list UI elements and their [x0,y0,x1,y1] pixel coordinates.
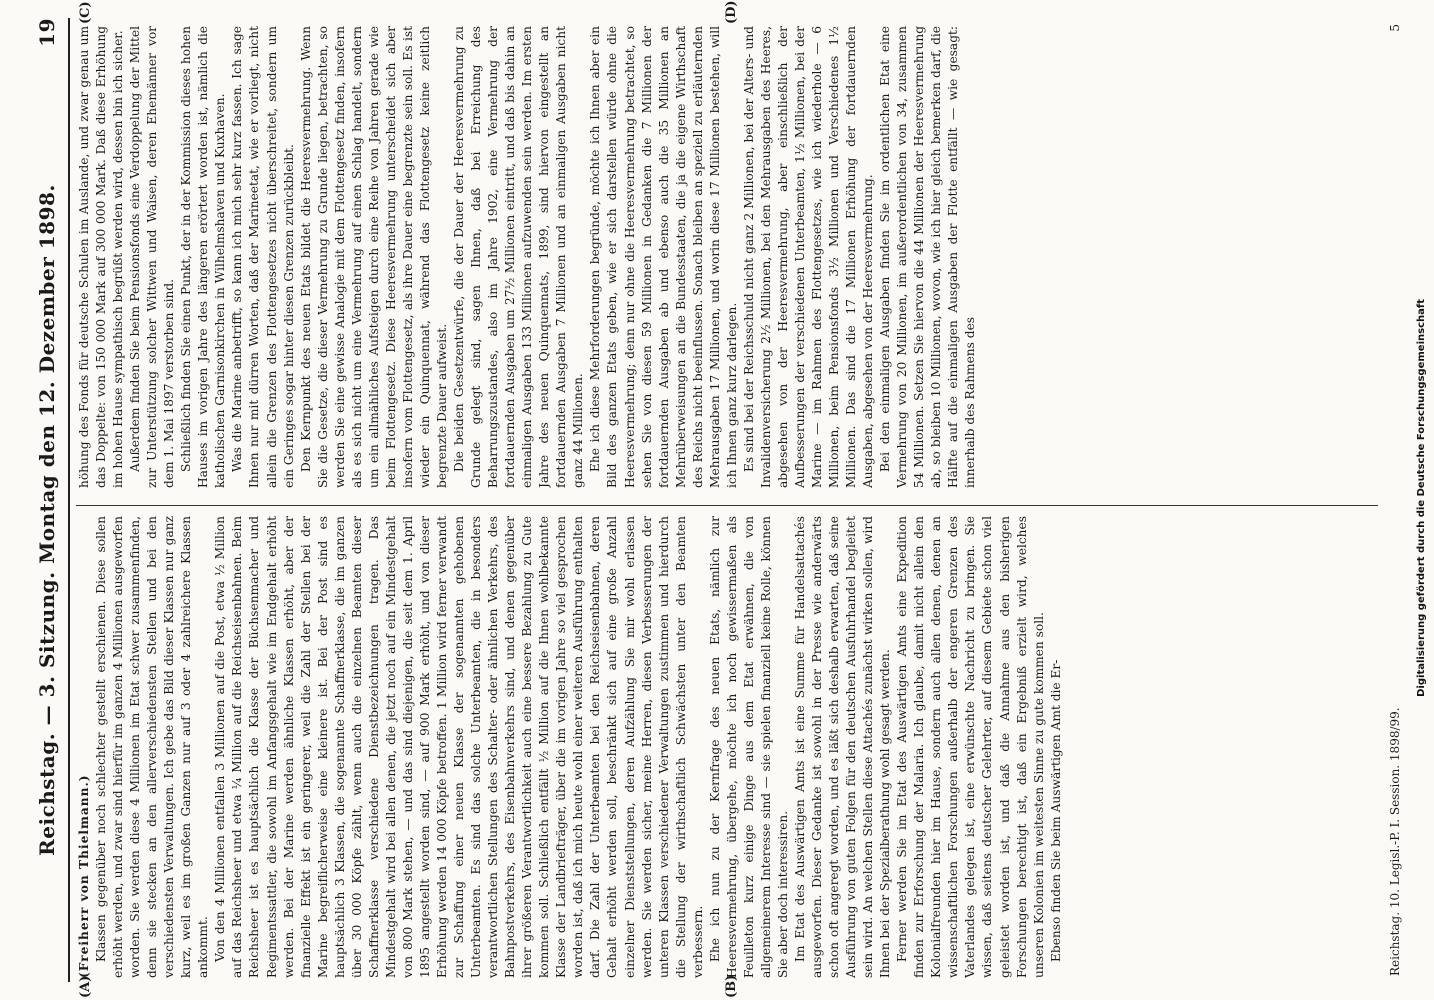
rotated-page-content [24,0,1408,1000]
margin-marker-d: (D) [724,0,739,24]
paragraph: Ehe ich diese Mehrforderungen begründe, möchte ich Ihnen aber ein Bild des ganzen Etats geben, wie er sich darstellen würde ohne die Heeresvermehrung; denn nur ohne die Heeresvermehrung betrachtet, so sehen Sie von diesen 59 Millionen in Gedanken die 7 Millionen der fortdauernden Ausgaben ab und ebenso auch die 35 Millionen an Mehrüberweisungen an die Bundesstaaten, die ja die eigene Wirthschaft des Reichs nicht beeinflussen. Sonach bleiben an speziell zu erläuternden Mehrausgaben 17 Millionen, und worin diese 17 Millionen bestehen, will ich Ihnen ganz kurz darlegen. [588,26,739,488]
paragraph: Es sind bei der Reichsschuld nicht ganz 2 Millionen, bei der Alters- und Invalidenversicherung 2½ Millionen, bei den Mehrausgaben des Heeres, abgesehen von der Heeresvermehrung, aber einschließlich der Aufbesserungen der verschiedenen Unterbeamten, 1½ Millionen, bei der Marine — im Rahmen des Flottengesetzes, wie ich wiederhole — 6 Millionen, beim Pensionsfonds 3½ Millionen und Verschiedenes 1½ Millionen. Das sind die 17 Millionen Erhöhung der fortdauernden Ausgaben, abgesehen von der Heeresvermehrung. [741,26,876,488]
margin-marker-c: (C) [78,1,93,24]
left-column [76,516,1380,978]
right-column [76,26,1380,488]
margin-marker-b: (B) [724,974,739,998]
footer-left: Reichstag. 10. Legisl.-P. I. Session. 1898/99. [1388,707,1402,976]
paragraph: Klassen gegenüber noch schlechter gestellt erschienen. Diese sollen erhöht werden, und zwar sind hierfür im ganzen 4 Millionen ausgeworfen worden. Sie werden diese 4 Millionen im Etat schwer zusammenfinden, denn sie stecken an den allerverschiedensten Stellen und bei den verschiedensten Verwaltungen. Ich gebe das Bild dieser Klassen nur ganz kurz, weil es im großen Ganzen nur auf 3 oder 4 zahlreichere Klassen ankommt. [94,516,211,978]
footer-right: 5 [1388,24,1402,32]
paragraph: Bei den einmaligen Ausgaben finden Sie im ordentlichen Etat eine Vermehrung von 20 Millionen, im außerordentlichen von 34, zusammen 54 Millionen. Setzen Sie hiervon die 44 Millionen der Heeresvermehrung ab, so bleiben 10 Millionen, wovon, wie ich hier gleich bemerken darf, die Hälfte auf die einmaligen Ausgaben der Flotte entfällt — wie gesagt: innerhalb des Rahmens des [878,26,978,488]
paragraph: Ehe ich nun zu der Kernfrage des neuen Etats, nämlich zur Heeresvermehrung, übergehe, möchte ich noch gewissermaßen als Feuilleton kurz einige Dinge aus dem Etat erwähnen, die von allgemeinerem Interesse sind — sie spielen finanziell keine Rolle, können Sie aber doch interessiren. [707,516,790,978]
page-footer [1388,24,1402,976]
digitization-credit [1412,8,1430,988]
speaker-name: (Freiherr von Thielmann.) [77,774,91,978]
margin-marker-a: (A) [78,975,93,998]
paragraph: höhung des Fonds für deutsche Schulen im Auslande, und zwar genau um das Doppelte: von 150 000 Mark auf 300 000 Mark. Daß diese Erhöhung im hohen Hause sympathisch begrüßt werden wird, dessen bin ich sicher. [77,26,126,488]
paragraph: Die beiden Gesetzentwürfe, die der Dauer der Heeresvermehrung zu Grunde gelegt sind, sagen Ihnen, daß bei Erreichung des Beharrungszustandes, also im Jahre 1902, eine Vermehrung der fortdauernden Ausgaben um 27½ Millionen eintritt, und daß bis dahin an einmaligen Ausgaben 133 Millionen aufzuwenden sein werden. Im ersten Jahre des neuen Quinquennats, 1899, sind hiervon eingestellt an fortdauernden Ausgaben 7 Millionen und an einmaligen Ausgaben nicht ganz 44 Millionen. [452,26,586,488]
paragraph: Was die Marine anbetrifft, so kann ich mich sehr kurz fassen. Ich sage Ihnen nur mit dürren Worten, daß der Marineetat, wie er vorliegt, nicht allein die Grenzen des Flottengesetzes nicht überschreitet, sondern um ein Geringes sogar hinter diesen Grenzen zurückbleibt. [230,26,296,488]
header-title: Reichstag. — 3. Sitzung. Montag den 12. Dezember 1898. [35,184,59,856]
column-divider [76,505,1378,506]
paragraph: Im Etat des Auswärtigen Amts ist eine Summe für Handelsattachés ausgeworfen. Dieser Gedanke ist sowohl in der Presse wie anderwärts schon oft angeregt worden, und es läßt sich deshalb erwarten, daß seine Ausführung von guten Folgen für den deutschen Ausfuhrhandel begleitet sein wird. An welchen Stellen diese Attachés zunächst wirken sollen, wird Ihnen bei der Spezialberathung wohl gesagt werden. [792,516,893,978]
header-rule [68,18,70,982]
paragraph: Ferner werden Sie im Etat des Auswärtigen Amts eine Expedition finden zur Erforschung der Malaria. Ich glaube, damit nicht allein den Kolonialfreunden hier im Hause, sondern auch allen denen, denen an wissenschaftlichen Forschungen außerhalb der engeren Grenzen des Vaterlandes gelegen ist, eine erwünschte Nachricht zu bringen. Sie wissen, daß seitens deutscher Gelehrter, auf diesem Gebiete schon viel geleistet worden ist, und daß die Annahme aus den bisherigen Forschungen berechtigt ist, daß ein Ergebniß erzielt wird, welches unseren Kolonien im weitesten Sinne zu gute kommen soll. [895,516,1046,978]
running-header [28,18,66,982]
paragraph: Außerdem finden Sie beim Pensionsfonds eine Verdoppelung der Mittel zur Unterstützung solcher Wittwen und Waisen, deren Ehemänner vor dem 1. Mai 1897 verstorben sind. [128,26,177,488]
page-number: 19 [35,18,59,47]
paragraph: Von den 4 Millionen entfallen 3 Millionen auf die Post, etwa ½ Million auf das Reichsheer und etwa ¼ Million auf die Reichseisenbahnen. Beim Reichsheer ist es hauptsächlich die Klasse der Büchsenmacher und Regimentssattler, die sowohl im Anfangsgehalt wie im Endgehalt erhöht werden. Bei der Marine werden ähnliche Klassen erhöht, aber der finanzielle Effekt ist ein geringerer, weil die Zahl der Stellen bei der Marine begreiflicherweise eine kleinere ist. Bei der Post sind es hauptsächlich 3 Klassen, die sogenannte Schaffnerklasse, die im ganzen über 30 000 Köpfe zählt, wenn auch die einzelnen Beamten dieser Schaffnerklasse verschiedene Dienstbezeichnungen tragen. Das Mindestgehalt wird bei allen denen, die jetzt noch auf ein Mindestgehalt von 800 Mark stehen, — und das sind diejenigen, die seit dem 1. April 1895 angestellt worden sind, — auf 900 Mark erhöht, und von dieser Erhöhung werden 14 000 Köpfe betroffen. 1 Million wird ferner verwandt zur Schaffung einer neuen Klasse der sogenannten gehobenen Unterbeamten. Es sind das solche Unterbeamten, die in besonders verantwortlichen Stellungen des Schalter- oder ähnlichen Verkehrs, des Bahnpostverkehrs, des Eisenbahnverkehrs sind, und denen gegenüber ihrer größeren Verantwortlichkeit auch eine bessere Bezahlung zu Gute kommen soll. Schließlich entfällt ½ Million auf die Ihnen wohlbekannte Klasse der Landbriefträger, über die im vorigen Jahre so viel gesprochen worden ist, daß ich mich heute wohl einer weiteren Ausführung enthalten darf. Die Zahl der Unterbeamten bei den Reichseisenbahnen, deren Gehalt erhöht werden soll, beschränkt sich auf eine große Anzahl einzelner Dienststellungen, deren Aufzählung Sie mir wohl erlassen werden. Sie werden sicher, meine Herren, diesen Verbesserungen der unteren Klassen verschiedener Verwaltungen zustimmen und hierdurch die Stellung der wirthschaftlich Schwächsten unter den Beamten verbessern. [213,516,705,978]
paragraph: Schließlich finden Sie einen Punkt, der in der Kommission dieses hohen Hauses im vorigen Jahre des längeren erörtert worden ist, nämlich die katholischen Garnisonkirchen in Wilhelmshaven und Kuxhaven. [179,26,228,488]
digitization-credit-text: Digitalisierung gefördert durch die Deutsche Forschungsgemeinschaft [1415,299,1427,697]
paragraph: Den Kernpunkt des neuen Etats bildet die Heeresvermehrung. Wenn Sie die Gesetze, die dieser Vermehrung zu Grunde liegen, betrachten, so werden Sie eine gewisse Analogie mit dem Flottengesetz finden, insofern als es sich nicht um eine Vermehrung auf einen Schlag handelt, sondern um ein allmähliches Aufsteigen durch eine Reihe von Jahren gerade wie beim Flottengesetz. Diese Heeresvermehrung unterscheidet sich aber insofern vom Flottengesetz, als ihre Dauer eine begrenzte sein soll. Es ist wieder ein Quinquennat, während das Flottengesetz keine zeitlich begrenzte Dauer aufweist. [298,26,449,488]
paragraph: Ebenso finden Sie beim Auswärtigen Amt die Er- [1048,659,1063,962]
